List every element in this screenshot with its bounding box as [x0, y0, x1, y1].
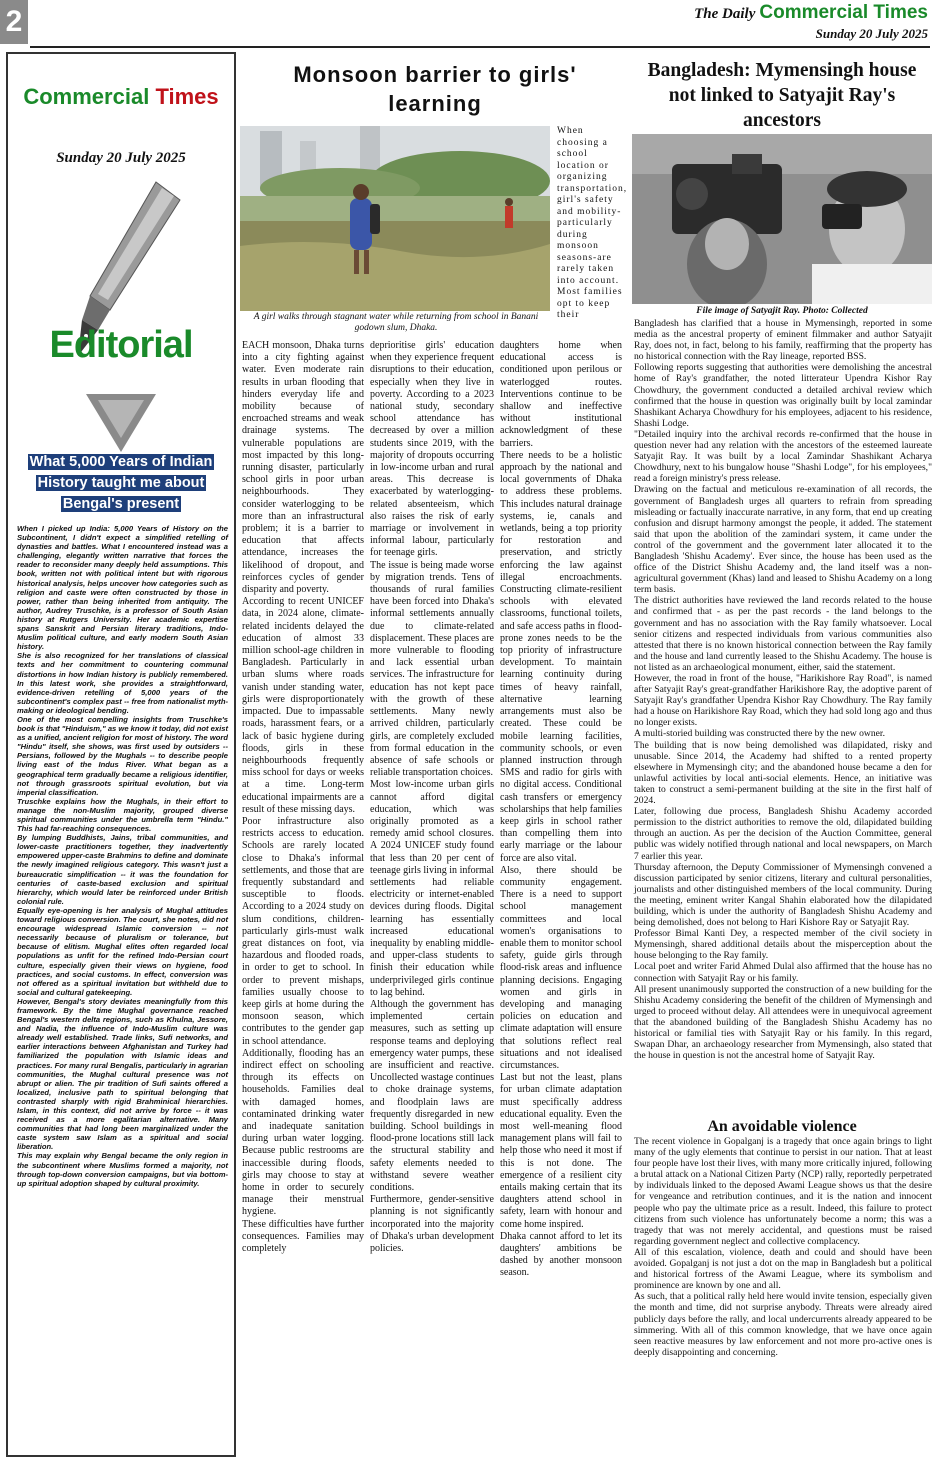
page-number: 2 [0, 0, 28, 44]
satyajit-ray-photo [632, 134, 932, 304]
article-title-avoidable-violence: An avoidable violence [707, 1118, 857, 1135]
monsoon-paragraph: deprioritise girls' education when they experience frequent disruptions to their education, especially when they live in poverty. According to a 2023 national study, secondary school attendance has decreased by over a million students since 2019, with the majority of dropouts occurring in low-income urban and rural areas. This decrease is exacerbated by waterlogging-related absenteeism, which also raises the risk of early marriage or involvement in informal labour, particularly for teenage girls. [370, 340, 494, 559]
mymensingh-paragraph: However, the road in front of the house, "Harikishore Ray Road", is named after Satyajit Ray's great-grandfather Harikishore Ray, the adoptive parent of Satyajit Ray's grandfather Upendra Kishor Ray Chowdhury. The Ray family had a house on Harikishore Ray Road, which they had sold long ago and thus no longer exists. [634, 673, 932, 729]
article-title-mymensingh: Bangladesh: Mymensingh house not linked to Satyajit Ray's ancestors [647, 60, 917, 131]
mymensingh-paragraph: The building that is now being demolished was dilapidated, risky and unusable. Since 2014, the Academy had shifted to a rented property elsewhere in Mymensingh city; and the abandoned house became a den for unlawful activities by local anti-social elements. Hence, an initiative was taken to construct a semi-permanent building at the site in the first half of 2024. [634, 739, 932, 807]
flooded-street-photo [240, 126, 550, 311]
mymensingh-paragraph: The district authorities have reviewed the land records related to the house and confirmed that - as per the past records - the land belongs to the government and has no association with the Ray family whatsoever. Local senior citizens and respected individuals from various communities also attested that there is no known historical connection between the Ray family and the house and land currently leased to the Shishu Academy. The house is not listed as an archaeological monument, either, said the statement. [634, 595, 932, 673]
mymensingh-paragraph: Local poet and writer Farid Ahmed Dulal also affirmed that the house has no connection with Satyajit Ray or his family. [634, 961, 932, 984]
masthead-date: Sunday 20 July 2025 [815, 26, 928, 41]
monsoon-paragraph: Poor infrastructure also restricts access to education. Schools are rarely located close to Dhaka's informal settlements, and those that are frequently substandard and susceptible to floods. According to a 2024 study on slum conditions, children-particularly girls-must walk great distances on foot, via hazardous and flooded roads, in order to get to school. In order to prevent mishaps, families usually choose to keep girls at home during the monsoon season, which contributes to the gender gap in school attendance. [242, 815, 364, 1047]
mymensingh-paragraph: Later, following due process, Bangladesh Shishu Academy accorded permission to the district authorities to remove the old, dilapidated building through an auction. As per the decision of the Auction Committee, general public was widely notified through national and local newspapers, on March 7 earlier this year. [634, 806, 932, 862]
masthead-the-daily: The Daily [694, 6, 756, 22]
monsoon-column-1 [242, 340, 364, 1255]
ray-photo-caption: File image of Satyajit Ray. Photo: Collected [696, 306, 868, 316]
monsoon-paragraph: daughters home when educational access is conditioned upon perilous or waterlogged routes. Interventions continue to be shallow and ineffective without institutional acknowledgment of these barriers. [500, 340, 622, 449]
monsoon-paragraph: Furthermore, gender-sensitive planning is not significantly incorporated into the majority of Dhaka's urban development policies. [370, 1194, 494, 1255]
editorial-paragraph: Equally eye-opening is her analysis of Mughal attitudes toward religious conversion. The court, she notes, did not encourage widespread Islamic conversion -- not necessarily because of pluralism or tolerance, but because of elitism. Mughal elites often regarded local populations as unfit for the refined Indo-Persian court culture, especially given their views on hygiene, food practices, and social customs. In effect, conversion was not offered as a spiritual invitation but withheld due to social and cultural gatekeeping. [17, 905, 228, 997]
monsoon-paragraph: Most low-income urban girls cannot afford digital education, which was originally promoted as a remedy amid school closures. A 2024 UNICEF study found that less than 20 per cent of teenage girls living in informal settlements had reliable electricity or internet-enabled devices during floods. Digital learning has essentially increased educational inequality by enabling middle-and upper-class students to finish their education while underprivileged girls continue to lag behind. [370, 779, 494, 998]
editorial-column [6, 52, 236, 1457]
logo-commercial: Commercial [23, 84, 150, 109]
mymensingh-paragraph: All present unanimously supported the construction of a new building for the Shishu Academy considering the benefit of the children of Mymensingh and urged to proceed without delay. All attendees were in unequivocal agreement that the abandoned building of the Bangladesh Shishu Academy has no historical or familial ties with Satyajit Ray or his family. In this regard, Swapan Dhar, an archaeology researcher from Mymensingh, also stated that the house in question is not the ancestral home of Satyajit Ray. [634, 983, 932, 1062]
monsoon-paragraph: Additionally, flooding has an indirect effect on schooling through its effects on households. Families deal with damaged homes, contaminated drinking water and inadequate sanitation during urban water logging. Because public restrooms are inaccessible during floods, girls may choose to stay at home in order to securely manage their menstrual hygiene. [242, 1047, 364, 1218]
editorial-paragraph: However, Bengal's story deviates meaningfully from this framework. By the time Mughal governance reached Bengal's western delta regions, such as Khulna, Jessore, and Nadia, the influence of Indo-Muslim culture was already well established. Trade links, Sufi networks, and earlier interactions between Afghanistan and Turkey had familiarized the population with Islamic ideas and practices. For many rural Bengalis, particularly in agrarian communities, the Mughal cultural presence was not abrupt or alien. The pir tradition of Sufi saints offered a localized, inclusive path to spiritual belonging that contrasted sharply with rigid Brahminical hierarchies. Islam, in this context, did not arrive by force -- it was received as a more egalitarian alternative. Many communities that had long been marginalized under the caste system saw Islam as a spiritual and social liberation. [17, 996, 228, 1152]
masthead [694, 2, 928, 42]
editorial-paragraph: She is also recognized for her translations of classical texts and her commitment to countering communal distortions in how Indian history is publicly remembered. In this latest work, she provides a straightforward, evidence-driven retelling of 5,000 years of the subcontinent's complex past -- free from nationalist myth-making or ideological bending. [17, 651, 228, 715]
mymensingh-paragraph: Following reports suggesting that authorities were demolishing the ancestral home of Ray's grandfather, the noted litterateur Upendra Kishor Ray Chowdhury, the government conducted a detailed archival review which confirmed that the house in question was originally built by local zamindar Shashikant Acharya Chowdhury for his employees, adjacent to his residence, Shashi Lodge. [634, 362, 932, 429]
editorial-logo [8, 84, 234, 110]
monsoon-paragraph: According to recent UNICEF data, in 2024 alone, climate-related incidents delayed the education of almost 33 million school-age children in Bangladesh. Particularly in urban slums where roads vanish under standing water, girls were disproportionately impacted. Due to impassable roads, harassment fears, or a lack of basic hygiene during floods, girls in these neighbourhoods frequently miss school for days or weeks at a time. Long-term educational impairments are a result of these missing days. [242, 596, 364, 815]
monsoon-column-2 [370, 340, 494, 1255]
avoidable-paragraph: All of this escalation, violence, death and could and should have been avoided. Gopalganj is not just a dot on the map in Bangladesh but a political and historical fortress of the Awami League, where its symbolism and prominence are known by one and all. [634, 1246, 932, 1292]
avoidable-paragraph: As such, that a political rally held here would invite tension, especially given the month and time, did not surprise anybody. Threats were already aired publicly days before the rally, and local undercurrents already appeared to be simmering. With all of this common knowledge, that we have once again seen reactive measures by law enforcement and not more pro-active ones is deeply disappointing and concerning. [634, 1291, 932, 1358]
editorial-paragraph: Truschke explains how the Mughals, in their effort to manage the non-Muslim majority, grouped diverse spiritual communities under the umbrella term "Hindu." This had far-reaching consequences. [17, 796, 228, 834]
mymensingh-paragraph: Thursday afternoon, the Deputy Commissioner of Mymensingh convened a discussion participated by senior citizens, literary and cultural personalities, journalists and other distinguished members of the local community. During the meeting, eminent writer Kangal Shahin elaborated how the dilapidated building, which is under the authority of Bangladesh Shishu Academy and being demolished, does not belong to Hari Kishore Ray or Satyajit Ray. [634, 861, 932, 929]
monsoon-column-3 [500, 340, 622, 1280]
monsoon-paragraph: Last but not the least, plans for urban climate adaptation must specifically address educational equality. Even the most well-meaning flood management plans will fail to help those who need it most if this is not done. The emergence of a resilient city entails making certain that its daughters attend school in safety, learn with honour and come home inspired. [500, 1072, 622, 1230]
monsoon-paragraph: EACH monsoon, Dhaka turns into a city fighting against water. Even moderate rain results in urban flooding that hinders everyday life and mobility because of encroached streams and weak drainage systems. The vulnerable populations are most impacted by this long-running disaster, particularly school girls in poor urban neighbourhoods. They consider waterlogging to be more than an infrastructural problem; it is a barrier to education that affects attendance, increases the likelihood of dropout, and reinforces cycles of gender disparity and poverty. [242, 340, 364, 596]
editorial-body [17, 524, 228, 1188]
monsoon-paragraph: Also, there should be community engagement. There is a need to support school management committees and local women's organisations to enable them to monitor school safety, guide girls through flood-risk areas and influence planning decisions. Engaging women and girls in developing and managing policies on education and climate adaptation will ensure that solutions reflect real situations and not idealised circumstances. [500, 864, 622, 1071]
down-arrow-icon [86, 394, 156, 454]
mymensingh-paragraph: Professor Bimal Kanti Dey, a respected member of the civil society in Mymensingh, shared additional details about the misperception about the house belonging to the Ray family. [634, 928, 932, 962]
mymensingh-body [634, 318, 932, 1061]
mymensingh-paragraph: Drawing on the factual and meticulous re-examination of all records, the government of Bangladesh urges all quarters to refrain from spreading misleading or factually inaccurate narrative, in any form, that end up creating confusion and disrupt harmony amongst the people, it added. The statement said that upon the abolition of the zamindari system, it came under the control of the government and the government later allocated it to the Bangladesh 'Shishu Academy'. Ever since, the house has been used as the office of the District Shishu Academy and, the land itself was a non-agricultural government (Khas) land and leased to Shishu Academy on a long term basis. [634, 484, 932, 596]
editorial-headline [14, 452, 228, 515]
monsoon-paragraph: These difficulties have further consequences. Families may completely [242, 1218, 364, 1255]
mymensingh-paragraph: A multi-storied building was constructed there by the new owner. [634, 728, 885, 740]
monsoon-paragraph: Although the government has implemented certain measures, such as setting up response teams and deploying emergency water pumps, these are insufficient and reactive. Uncollected wastage continues to choke drainage systems, and floodplain laws are frequently disregarded in new building. School buildings in flood-prone locations still lack the structural stability and safety elements needed to withstand severe weather conditions. [370, 998, 494, 1194]
editorial-paragraph: When I picked up India: 5,000 Years of History on the Subcontinent, I didn't expect a simplified retelling of dynasties and battles. What I encountered instead was a challenging, elegantly written narrative that forces the reader to reconsider many deeply held assumptions. This book, written not with political intent but with rigorous historical analysis, helps uncover how categories such as religion and caste were often constructed by those in power, rather than being inherited from antiquity. The author, Audrey Truschke, is a professor of South Asian history at Rutgers University. Her academic expertise spans Sanskrit and Persian literary traditions, Indo-Muslim political culture, and early modern South Asian history. [17, 524, 228, 652]
masthead-brand: Commercial Times [759, 2, 928, 23]
header-rule [30, 46, 930, 48]
mymensingh-paragraph: "Detailed inquiry into the archival records re-confirmed that the house in question never had any relation with the ancestors of the esteemed laureate Satyajit Ray. It was built by a local Zamindar Shashikant Acharya Chowdhury, next to his bungalow house "Shashi Lodge", for his employees," read a foreign ministry's press release. [634, 428, 932, 485]
mymensingh-paragraph: Bangladesh has clarified that a house in Mymensingh, reported in some media as the ancestral property of eminent filmmaker and author Satyajit Ray, does not, in fact, belong to his family, reaffirming that the property has no historical connection with the Ray lineage, reported BSS. [634, 318, 932, 363]
monsoon-photo-caption: A girl walks through stagnant water while returning from school in Banani godown slum, Dhaka. [253, 312, 539, 333]
editorial-paragraph: By lumping Buddhists, Jains, tribal communities, and lower-caste practitioners together, they inadvertently empowered upper-caste Brahmins to define and dominate the newly imagined religious category. This wasn't just a bureaucratic simplification -- it was the foundation for centuries of caste-based exclusion and spiritual hierarchy, which would later be reinforced under British colonial rule. [17, 833, 228, 906]
monsoon-paragraph: There needs to be a holistic approach by the national and local governments of Dhaka to address these problems. This includes natural drainage systems, ie, canals and wetlands, being a top priority for restoration and preservation, and strictly enforcing the law against illegal encroachments. Constructing climate-resilient schools with elevated classrooms, functional toilets, and safe access paths in flood-prone zones needs to be the top priority of infrastructure development. To maintain learning continuity during times of heavy rainfall, alternative learning arrangements must also be created. These could be mobile learning facilities, community schools, or even planned instruction through SMS and radio for girls with no digital access. Conditional cash transfers or emergency scholarships that help families keep girls in school rather than compelling them into early marriage or the labour force are also vital. [500, 449, 622, 864]
avoidable-violence-body [634, 1136, 932, 1358]
monsoon-paragraph: The issue is being made worse by migration trends. Tens of thousands of rural families have been forced into Dhaka's informal settlements annually due to climate-related displacement. These places are more vulnerable to flooding and lack essential urban services. The infrastructure for education has not kept pace with the growth of these settlements. Many newly arrived children, particularly girls, are completely excluded from formal education in the absence of safe schools or reliable transportation choices. [370, 559, 494, 779]
editorial-paragraph: One of the most compelling insights from Truschke's book is that "Hinduism," as we know it today, did not exist as a unified, ancient religion for most of history. The word "Hindu" itself, she shows, was first used by outsiders -- Persians, followed by the Mughals -- to describe people living east of the Indus River. What began as a geographical term gradually became a religious identifier, not through grassroots spiritual evolution, but via imperial classification. [17, 714, 228, 797]
editorial-paragraph: This may explain why Bengal became the only region in the subcontinent where Muslims formed a majority, not through top-down conversion campaigns, but via bottom-up spiritual adoption shaped by cultural proximity. [17, 1151, 228, 1188]
article-title-monsoon: Monsoon barrier to girls' learning [293, 62, 577, 116]
editorial-headline-text: What 5,000 Years of Indian History taught me about Bengal's present [29, 454, 213, 512]
editorial-label: Editorial [49, 324, 193, 366]
avoidable-paragraph: The recent violence in Gopalganj is a tragedy that once again brings to light many of the ugly elements that continue to persist in our nation. That at least four people have lost their lives, with many more critically injured, following a brutal attack on a National Citizen Party (NCP) rally, reportedly perpetrated by individuals linked to the deposed Awami League shows us that the desire for vengeance and retribution continues, and it is the nation and innocent people who pay the ultimate price as a result. Indeed, this failure to protect citizens from such violence has unfortunately become a norm; this was a tragedy that was not merely accidental, and questions must be raised regarding government neglect and collective complacency. [634, 1136, 932, 1247]
monsoon-paragraph: Dhaka cannot afford to let its daughters' ambitions be dashed by another monsoon season. [500, 1230, 622, 1279]
editorial-date: Sunday 20 July 2025 [56, 150, 186, 166]
logo-times: Times [155, 84, 219, 109]
monsoon-narrow-column: When choosing a school location or organizing transportation, girl's safety and mobility-particularly during monsoon seasons-are rarely taken into account. Most families opt to keep their [557, 126, 628, 320]
